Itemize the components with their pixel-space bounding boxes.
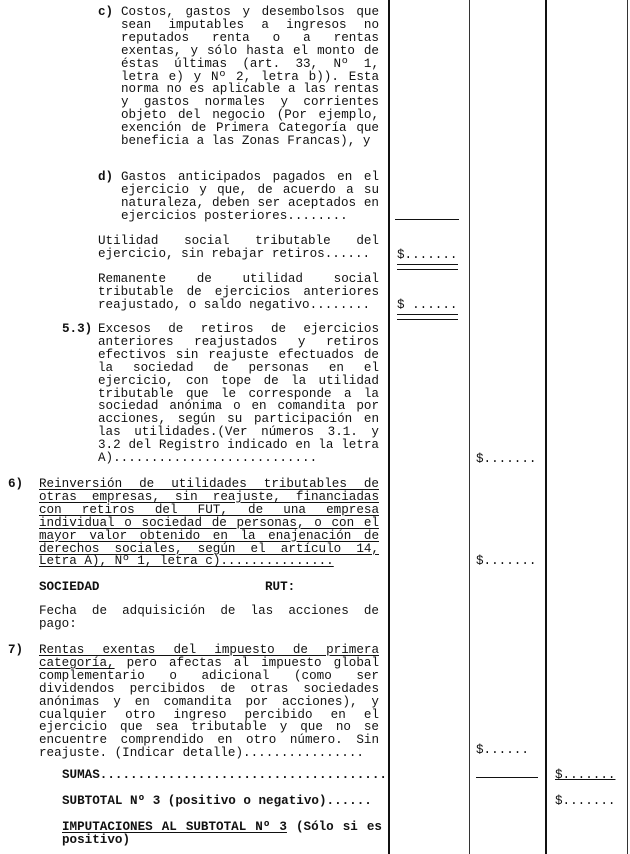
item-d-total-rule — [395, 219, 459, 220]
item-6-text: Reinversión de utilidades tributables de otras empresas, sin reajuste, financiadas con retiros del FUT, de una empresa individual o sociedad de personas, o con el mayor valor obtenido en la enajenación de derechos sociales, según el artículo 14, Letra A), Nº 1, letra c)............... — [39, 477, 379, 569]
sumas-text: SUMAS...................................... — [62, 768, 387, 782]
imputaciones-note: (Sólo si es positivo) — [62, 820, 382, 847]
item-7-underlined: Rentas exentas del impuesto de primera categoría, — [39, 643, 379, 670]
item-7-amount: $...... — [476, 743, 529, 757]
item-7-text: pero afectas al impuesto global complementario o adicional (como ser dividendos percibidos de otras sociedades anónimas y en comandita por acciones), y cualquier otro ingreso percibido en el ejercicio que sea tributable y que no se encuentre comprendido en otro número. Sin reajuste. (Indicar detalle)................ — [39, 655, 379, 761]
item-5-3-marker: 5.3) — [62, 322, 93, 336]
column-rule-1 — [388, 0, 390, 854]
item-6-marker: 6) — [8, 477, 24, 491]
remanente-double-rule — [397, 314, 458, 320]
item-d-text: Gastos anticipados pagados en el ejercicio y que, de acuerdo a su naturaleza, deben ser aceptados en ejercicios posteriores........ — [121, 170, 379, 223]
column-rule-3 — [545, 0, 547, 854]
item-7-paragraph — [39, 644, 379, 760]
item-d-marker: d) — [98, 170, 114, 184]
sumas-amount: $....... — [555, 768, 616, 782]
column-rule-4 — [627, 0, 628, 854]
sociedad-label: SOCIEDAD — [39, 580, 100, 594]
imputaciones-heading — [62, 821, 382, 847]
utilidad-social-double-rule — [397, 264, 458, 270]
sumas-rule — [476, 777, 538, 778]
item-c-marker: c) — [98, 5, 114, 19]
remanente-amount: $ ...... — [397, 298, 458, 312]
utilidad-social-amount: $....... — [397, 248, 458, 262]
item-6-amount: $....... — [476, 554, 537, 568]
imputaciones-underlined: IMPUTACIONES AL SUBTOTAL Nº 3 — [62, 820, 287, 834]
column-rule-2 — [469, 0, 470, 854]
subtotal-text: SUBTOTAL Nº 3 (positivo o negativo)...... — [62, 794, 372, 808]
subtotal-amount: $....... — [555, 794, 616, 808]
item-5-3-text: Excesos de retiros de ejercicios anteriores reajustados y retiros efectivos sin reajuste efectuados de la sociedad de personas en el ejercicio, con tope de la utilidad tributable que le corresponde a la sociedad anónima o en comandita por acciones, según su participación en las utilidades.(Ver números 3.1. y 3.2 del Registro indicado en la letra A)........................... — [98, 322, 379, 466]
item-7-marker: 7) — [8, 643, 24, 657]
fecha-adquisicion-text: Fecha de adquisición de las acciones de pago: — [39, 604, 379, 631]
utilidad-social-text: Utilidad social tributable del ejercicio, sin rebajar retiros...... — [98, 234, 379, 261]
item-5-3-amount: $....... — [476, 452, 537, 466]
item-c-text: Costos, gastos y desembolsos que sean imputables a ingresos no reputados renta o a rentas exentas, y sólo hasta el monto de éstas últimas (art. 33, Nº 1, letra e) y Nº 2, letra b)). Esta norma no es aplicable a las rentas y gastos normales y corrientes objeto del negocio (Por ejemplo, exención de Primera Categoría que beneficia a las Zonas Francas), y — [121, 5, 379, 149]
rut-label: RUT: — [265, 580, 296, 594]
remanente-text: Remanente de utilidad social tributable de ejercicios anteriores reajustado, o saldo negativo........ — [98, 272, 379, 312]
